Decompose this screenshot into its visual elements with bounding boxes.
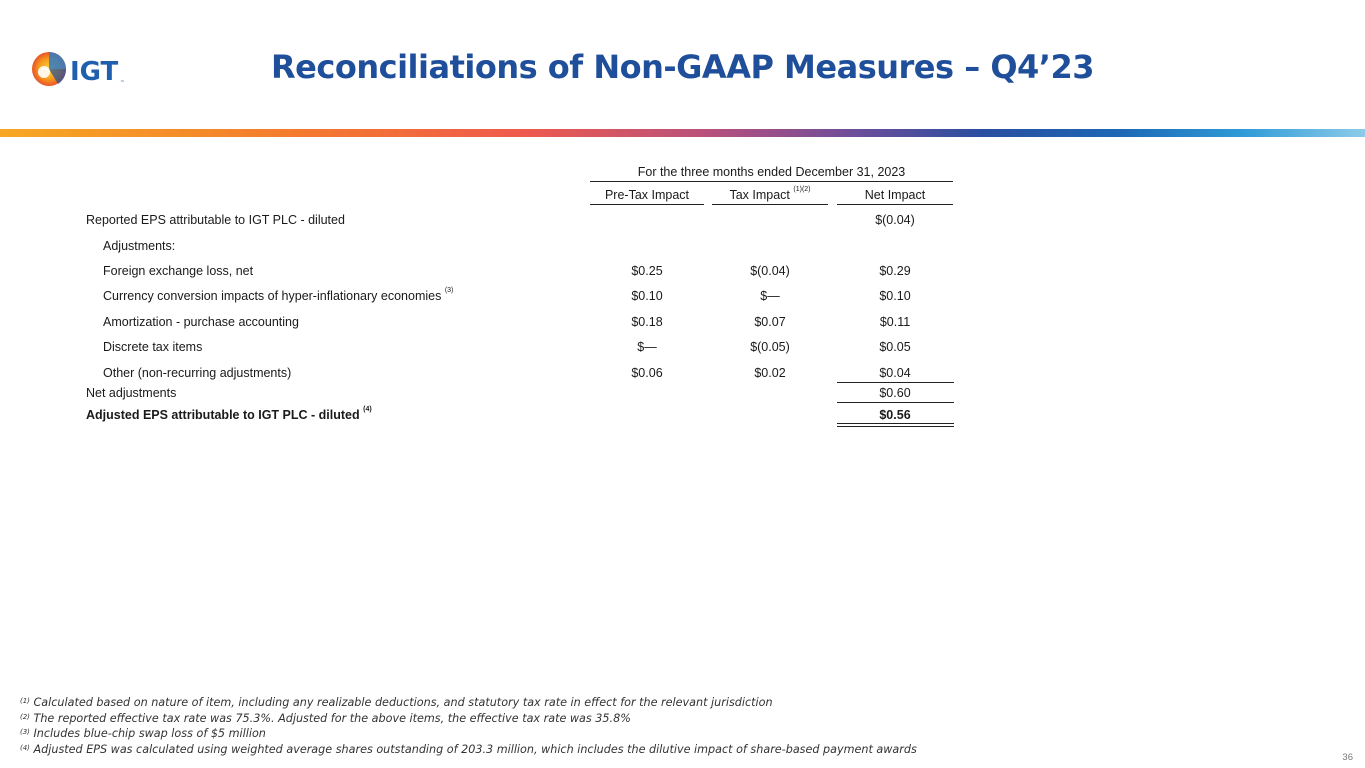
table-row <box>0 264 1365 282</box>
table-row <box>0 289 1365 307</box>
net-value: $0.11 <box>879 315 911 329</box>
table-row-net-adjustments <box>0 386 1365 404</box>
net-value: $0.10 <box>879 289 911 303</box>
footnotes <box>20 695 917 757</box>
row-label: Discrete tax items <box>103 340 203 354</box>
net-value: $0.04 <box>879 366 911 380</box>
net-value: $0.56 <box>879 408 911 422</box>
table-row <box>0 315 1365 333</box>
row-label: Amortization - purchase accounting <box>103 315 299 329</box>
table-row-reported <box>0 213 1365 231</box>
footnote: $^{(3)}$ Includes blue-chip swap loss of $5 million <box>20 727 266 740</box>
table-row <box>0 366 1365 384</box>
pre-tax-value: $— <box>637 340 657 354</box>
row-label: Other (non-recurring adjustments) <box>103 366 292 380</box>
tax-value: $0.07 <box>754 315 786 329</box>
tax-value: $— <box>760 289 780 303</box>
col-header-tax: Tax Impact $^{(1)(2)}$ <box>712 188 828 205</box>
row-label: Reported EPS attributable to IGT PLC - diluted <box>86 213 345 227</box>
subtotal-rule <box>837 382 954 383</box>
table-row <box>0 340 1365 358</box>
table-row-adjustments-heading <box>0 239 1365 257</box>
table-row-adjusted <box>0 408 1365 426</box>
row-label: Currency conversion impacts of hyper-inflationary economies $^{(3)}$ <box>103 287 454 303</box>
tax-value: $0.02 <box>754 366 786 380</box>
row-label: Foreign exchange loss, net <box>103 264 254 278</box>
footnote: $^{(2)}$ The reported effective tax rate was 75.3%. Adjusted for the above items, the effective tax rate was 35.8% <box>20 711 631 725</box>
gradient-divider <box>0 129 1365 137</box>
footnote: $^{(1)}$ Calculated based on nature of item, including any realizable deductions, and statutory tax rate in effect for the relevant jurisdiction <box>20 696 773 709</box>
total-double-rule-bottom <box>837 426 954 427</box>
row-label: Adjusted EPS attributable to IGT PLC - diluted $^{(4)}$ <box>86 406 372 422</box>
logo-trademark: ™ <box>120 80 125 86</box>
footnote: $^{(4)}$ Adjusted EPS was calculated using weighted average shares outstanding of 203.3 million, which includes the dilutive impact of share-based payment awards <box>20 742 917 756</box>
net-value: $0.29 <box>879 264 911 278</box>
net-value: $0.60 <box>879 386 911 400</box>
tax-value: $(0.05) <box>750 340 790 354</box>
row-label: Net adjustments <box>86 386 177 400</box>
pre-tax-value: $0.25 <box>631 264 663 278</box>
net-value: $(0.04) <box>875 213 915 227</box>
col-header-net: Net Impact <box>837 188 953 205</box>
row-label: Adjustments: <box>103 239 176 253</box>
tax-value: $(0.04) <box>750 264 790 278</box>
page-number: 36 <box>1342 752 1353 763</box>
total-double-rule-top <box>837 423 954 424</box>
period-header: For the three months ended December 31, 2023 <box>590 165 953 182</box>
pre-tax-value: $0.06 <box>631 366 663 380</box>
pre-tax-value: $0.18 <box>631 315 663 329</box>
pre-tax-value: $0.10 <box>631 289 663 303</box>
col-header-pre-tax: Pre-Tax Impact <box>590 188 704 205</box>
logo-wordmark: IGT <box>70 57 119 87</box>
page-title: Reconciliations of Non-GAAP Measures – Q4’23 <box>271 48 1094 86</box>
subtotal-rule <box>837 402 954 403</box>
net-value: $0.05 <box>879 340 911 354</box>
